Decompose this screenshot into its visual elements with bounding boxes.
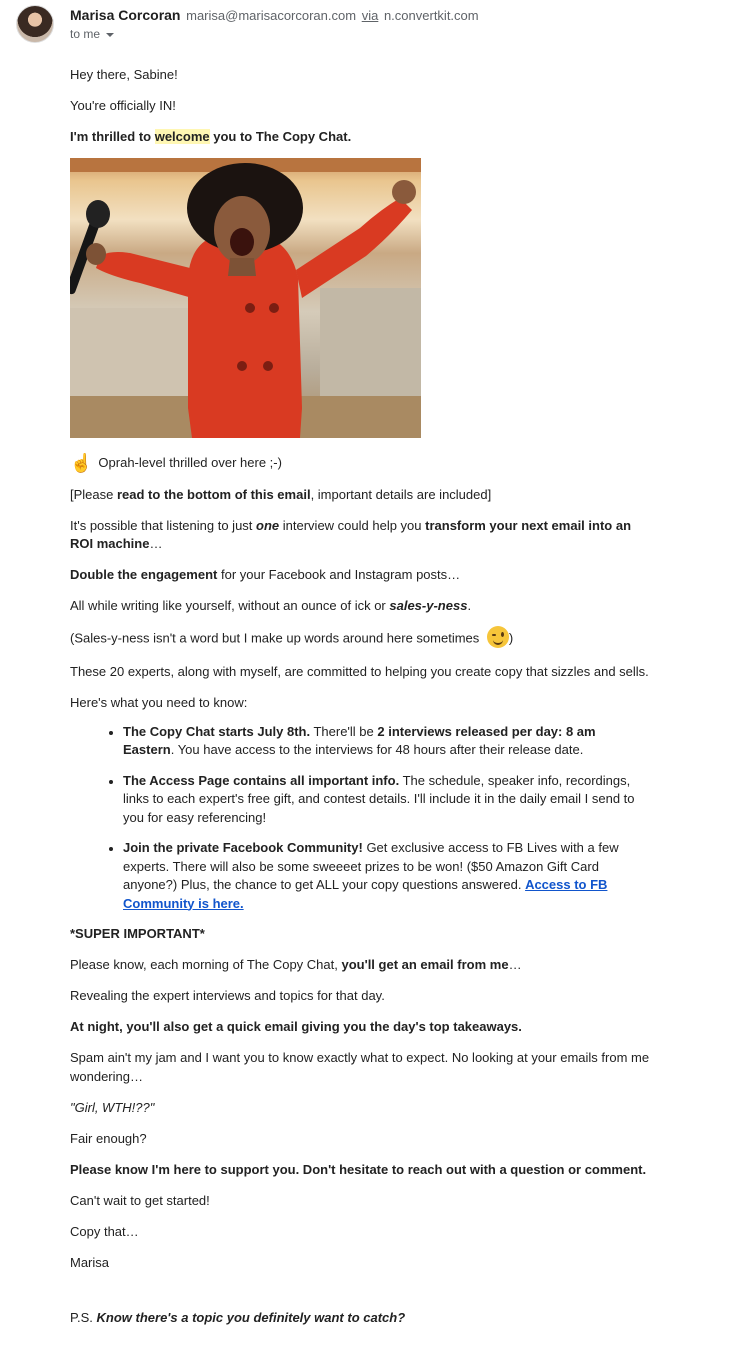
email-body <box>70 66 650 1340</box>
ps-paragraph <box>70 1309 650 1328</box>
fair-enough: Fair enough? <box>70 1130 147 1146</box>
possible-em: one <box>256 517 280 533</box>
bullet-text-2: . You have access to the interviews for 48 hours after their release date. <box>170 742 584 757</box>
morning-post: … <box>508 957 522 972</box>
allwhile-pre: All while writing like yourself, without an ounce of ick or <box>70 598 390 613</box>
caption-text: Oprah-level thrilled over here ;-) <box>98 455 282 470</box>
girl-quote: "Girl, WTH!??" <box>70 1099 155 1115</box>
pointing-up-emoji-icon: ☝️ <box>70 453 93 474</box>
via-link[interactable]: via <box>361 8 379 23</box>
greeting: Hey there, Sabine! <box>70 67 178 82</box>
experts-paragraph: These 20 experts, along with myself, are committed to helping you create copy that sizzles and sells. <box>70 663 649 679</box>
recipient-details-toggle[interactable] <box>70 27 114 41</box>
oprah-gif-image <box>70 158 421 438</box>
night-paragraph: At night, you'll also get a quick email giving you the day's top takeaways. <box>70 1019 522 1034</box>
double-engagement <box>70 566 650 585</box>
winking-face-emoji-icon <box>487 626 509 648</box>
cant-wait: Can't wait to get started! <box>70 1192 210 1208</box>
bullet-bold-2: 2 interviews released per day: 8 am Eastern <box>123 723 596 757</box>
bullet-text: The schedule, speaker info, recordings, links to each expert's free gift, and contest details. I'll include it in the daily email I send to you for easy referencing! <box>123 772 635 825</box>
allwhile-post: . <box>467 598 472 613</box>
possible-post: … <box>149 536 163 551</box>
read-to-bottom <box>70 486 650 505</box>
need-to-know: Here's what you need to know: <box>70 694 248 710</box>
recipient-label: to me <box>70 27 101 41</box>
sender-avatar <box>16 5 54 43</box>
welcome-pre: I'm thrilled to <box>70 129 155 144</box>
image-caption <box>70 454 650 473</box>
double-post: for your Facebook and Instagram posts… <box>217 567 461 582</box>
bullet-bold: The Copy Chat starts July 8th. <box>123 723 311 739</box>
all-while <box>70 597 650 616</box>
officially-in: You're officially IN! <box>70 98 176 113</box>
possible-mid: interview could help you <box>279 517 426 533</box>
via-domain: n.convertkit.com <box>383 8 479 23</box>
ps-pre: P.S. <box>70 1310 97 1325</box>
read-post: , important details are included] <box>310 486 492 502</box>
bullet-text: There'll be <box>310 723 378 739</box>
possible-bold: transform your next email into an ROI machine <box>70 517 632 551</box>
welcome-highlight: welcome <box>154 129 210 144</box>
possible-pre: It's possible that listening to just <box>70 517 257 533</box>
list-item <box>123 772 650 828</box>
details-list <box>123 723 650 914</box>
chevron-down-icon[interactable] <box>106 33 114 37</box>
read-pre: [Please <box>70 486 117 502</box>
morning-pre: Please know, each morning of The Copy Chat, <box>70 957 342 972</box>
possible-paragraph <box>70 517 650 554</box>
signature: Marisa <box>70 1254 110 1270</box>
salesy-note <box>70 628 650 650</box>
morning-paragraph <box>70 956 650 975</box>
list-item <box>123 723 650 760</box>
list-item <box>123 839 650 913</box>
copy-that: Copy that… <box>70 1223 139 1239</box>
sender-email: marisa@marisacorcoran.com <box>186 8 357 23</box>
sender-name[interactable]: Marisa Corcoran <box>70 7 181 23</box>
morning-bold: you'll get an email from me <box>341 957 509 972</box>
ps-em: Know there's a topic you definitely want to catch? <box>96 1310 406 1325</box>
bullet-text: Get exclusive access to FB Lives with a few experts. There will also be some sweeeet prizes to be won! ($50 Amazon Gift Card anyone?) Plus, the chance to get ALL your copy questions answered. <box>123 840 619 892</box>
read-bold: read to the bottom of this email <box>116 486 311 502</box>
support-paragraph: Please know I'm here to support you. Don't hesitate to reach out with a question or comment. <box>70 1161 647 1177</box>
fb-community-link[interactable]: Access to FB Community is here. <box>123 877 608 911</box>
welcome-line <box>70 128 650 147</box>
double-bold: Double the engagement <box>70 567 218 582</box>
bullet-bold: The Access Page contains all important info. <box>123 772 400 788</box>
super-important: *SUPER IMPORTANT* <box>70 926 205 941</box>
spam-paragraph: Spam ain't my jam and I want you to know exactly what to expect. No looking at your emails from me wondering… <box>70 1050 650 1084</box>
allwhile-em: sales-y-ness <box>389 598 468 613</box>
revealing-paragraph: Revealing the expert interviews and topics for that day. <box>70 988 385 1003</box>
salesy-pre: (Sales-y-ness isn't a word but I make up words around here sometimes <box>70 630 483 646</box>
welcome-post: you to The Copy Chat. <box>209 129 352 144</box>
bullet-bold: Join the private Facebook Community! <box>123 840 363 855</box>
salesy-post: ) <box>508 630 514 646</box>
sender-line <box>70 7 479 23</box>
oprah-illustration <box>70 158 421 438</box>
